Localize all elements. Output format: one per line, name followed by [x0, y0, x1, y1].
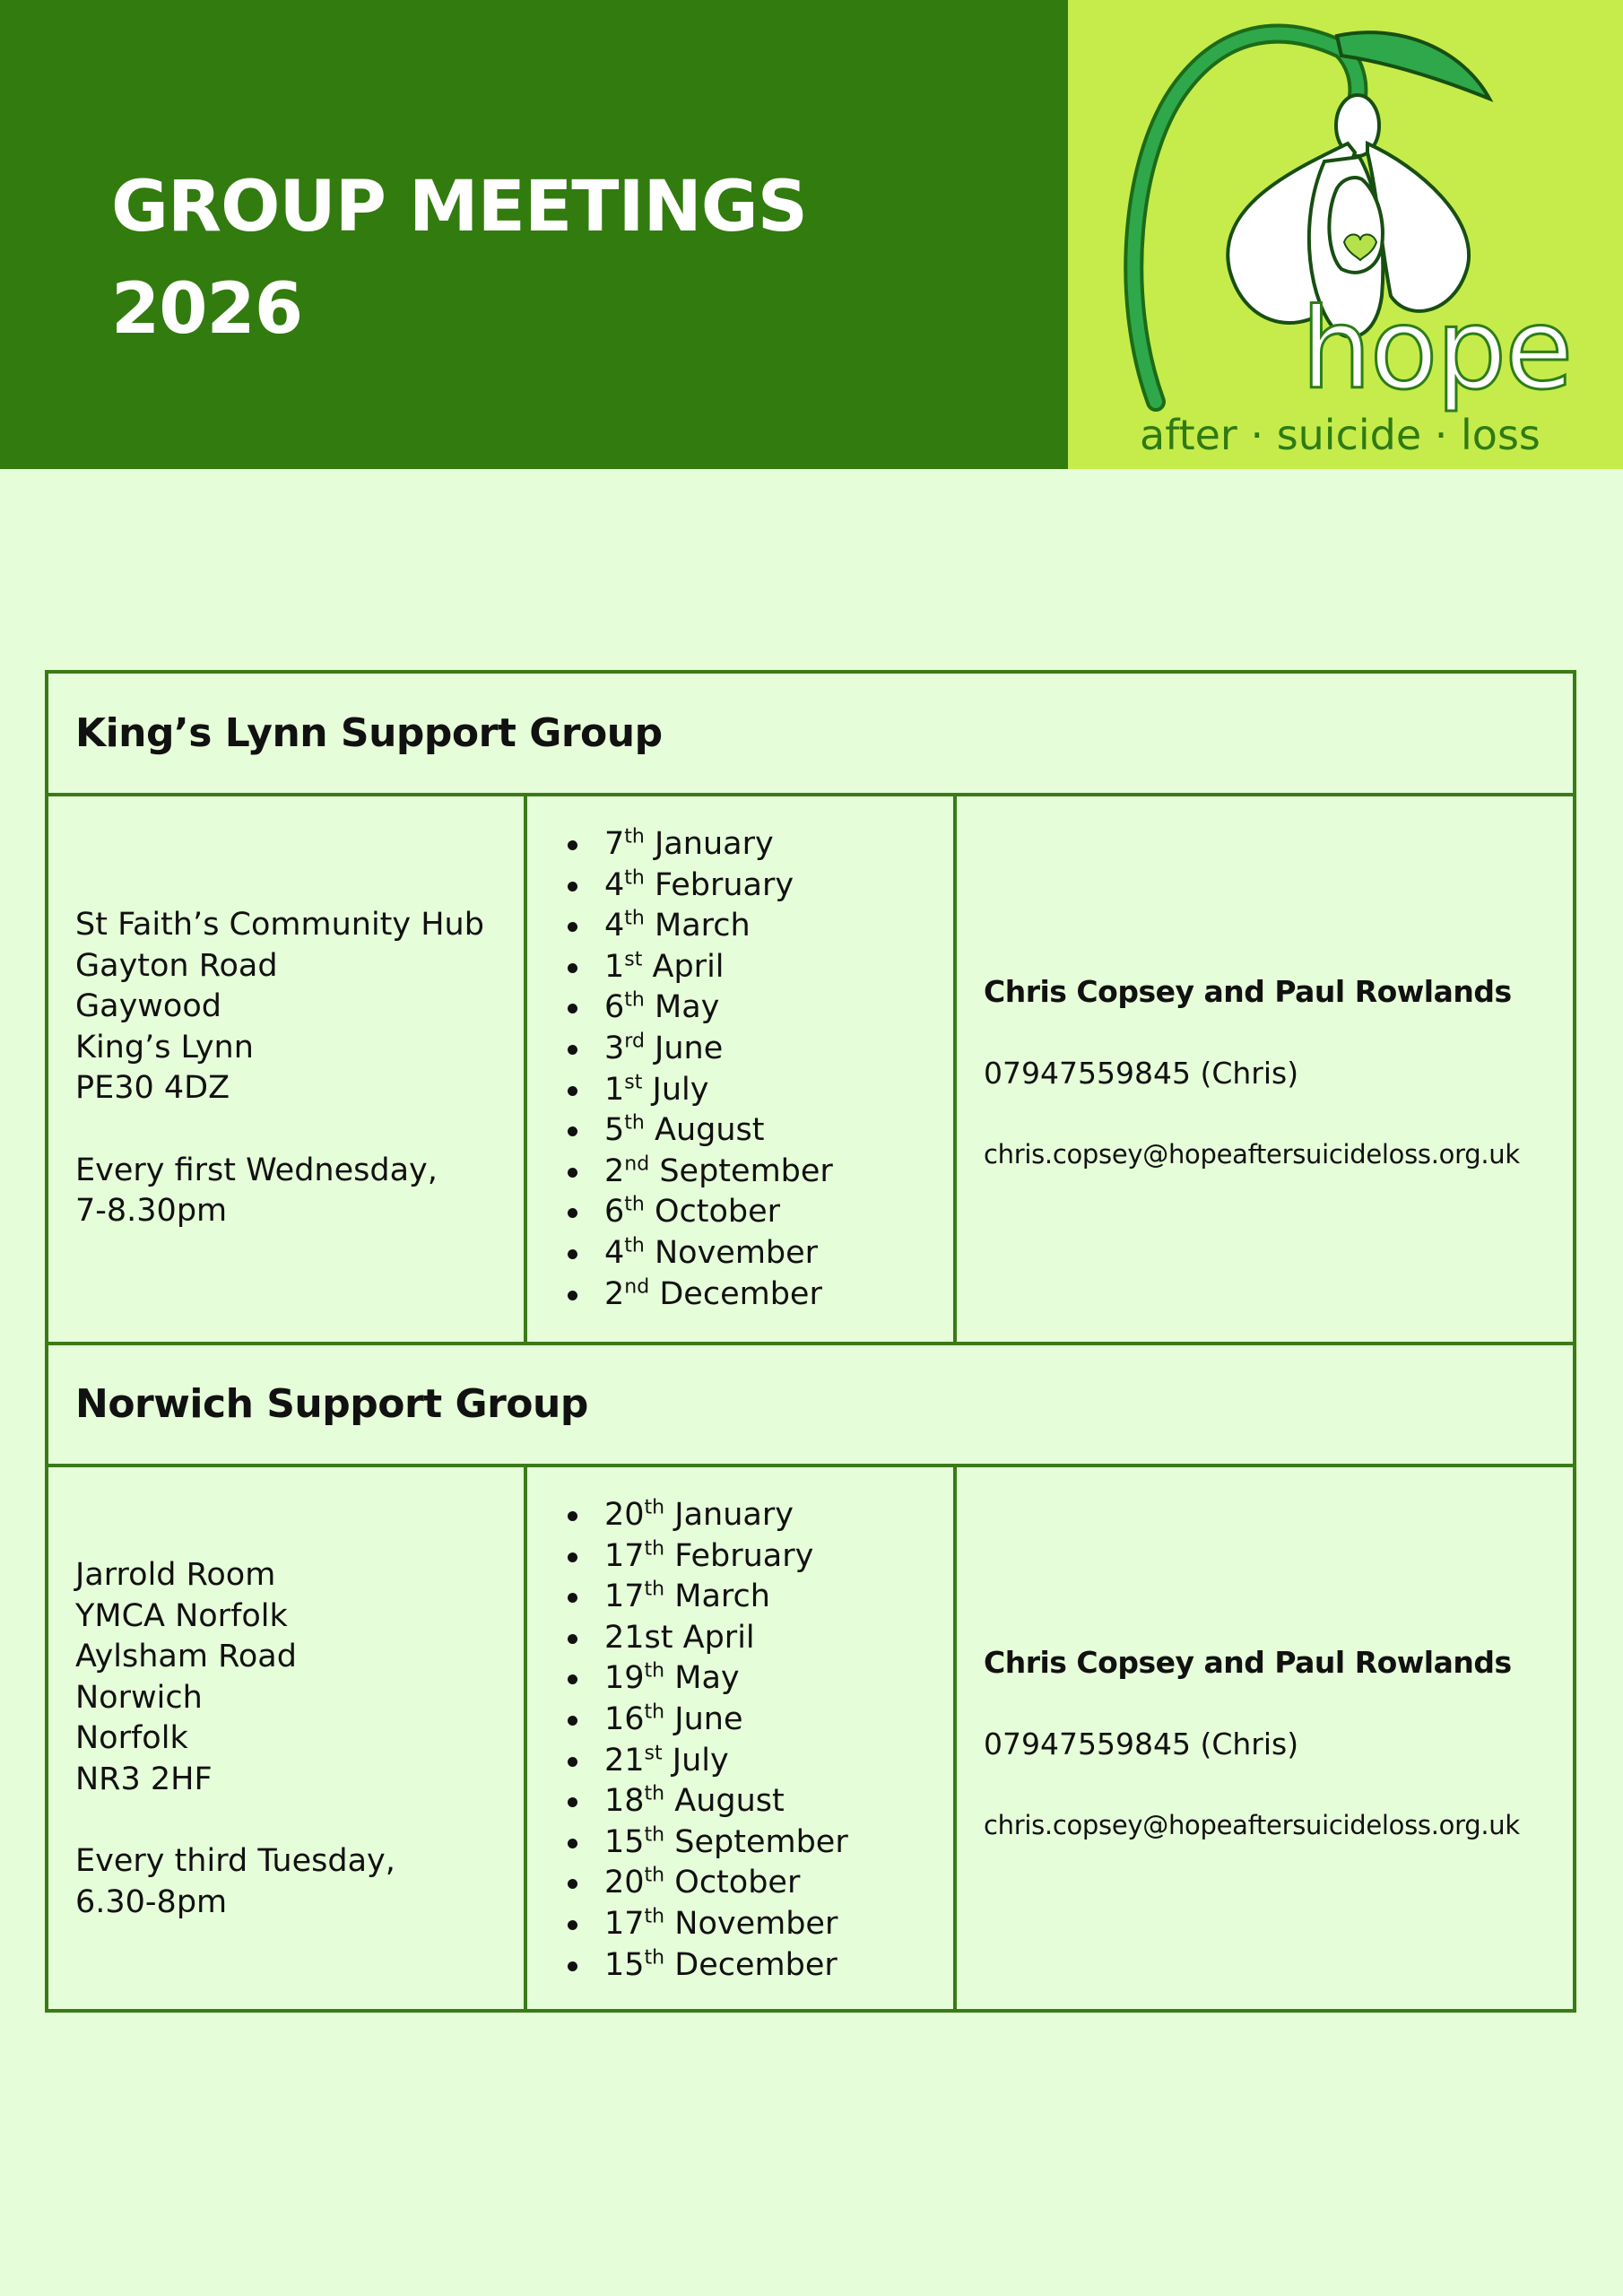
date-suffix: th: [624, 1193, 645, 1216]
contact-phone: 07947559845 (Chris): [984, 1726, 1299, 1761]
meeting-date-item: [528, 947, 833, 988]
date-month: March: [674, 1578, 770, 1615]
date-day: 1: [604, 948, 625, 985]
bullet-icon: [568, 1086, 577, 1096]
address-line: Norfolk: [75, 1720, 188, 1757]
meeting-date-item: [528, 1536, 848, 1578]
column-divider: [524, 1464, 527, 2013]
date-day: 6: [604, 989, 625, 1026]
meeting-date-item: [528, 987, 833, 1029]
bullet-icon: [568, 1593, 577, 1603]
date-suffix: th: [644, 1496, 665, 1519]
meeting-date-item: [528, 1822, 848, 1864]
meeting-date-item: [528, 1192, 833, 1233]
date-day: 20: [604, 1497, 645, 1533]
meeting-date-item: [528, 1945, 848, 1987]
date-month: July: [652, 1071, 709, 1108]
date-day: 15: [604, 1946, 645, 1983]
schedule-line: Every first Wednesday,: [75, 1152, 438, 1188]
address-line: YMCA Norfolk: [75, 1597, 288, 1634]
meeting-dates-list-kings-lynn: [528, 824, 833, 1315]
date-day: 19: [604, 1660, 645, 1697]
date-day: 2: [604, 1275, 625, 1312]
date-suffix: th: [624, 988, 645, 1012]
meeting-date-item: [528, 1741, 848, 1782]
address-line: Jarrold Room: [75, 1557, 276, 1593]
bullet-icon: [568, 1920, 577, 1930]
date-day: 4: [604, 908, 625, 944]
date-suffix: th: [644, 1945, 665, 1969]
date-suffix: nd: [624, 1274, 650, 1298]
date-month: April: [682, 1619, 755, 1656]
logo-wordmark: hope: [1301, 285, 1572, 414]
bullet-icon: [568, 1126, 577, 1136]
date-month: September: [659, 1152, 833, 1189]
date-month: June: [674, 1700, 743, 1737]
meeting-date-item: [528, 1781, 848, 1822]
date-month: May: [655, 989, 720, 1026]
date-day: 4: [604, 1234, 625, 1271]
bullet-icon: [568, 840, 577, 850]
logo-panel: [1068, 0, 1623, 469]
date-suffix: th: [624, 1234, 645, 1257]
date-day: 5: [604, 1112, 625, 1149]
date-day: 16: [604, 1700, 645, 1737]
meeting-date-item: [528, 1658, 848, 1700]
date-day: 17: [604, 1537, 645, 1574]
bullet-icon: [568, 1208, 577, 1218]
meeting-date-item: [528, 1904, 848, 1945]
date-suffix: st: [624, 1070, 643, 1093]
bullet-icon: [568, 1674, 577, 1684]
date-day: 20: [604, 1865, 645, 1901]
meeting-date-item: [528, 865, 833, 907]
bullet-icon: [568, 1168, 577, 1178]
meeting-date-item: [528, 1029, 833, 1070]
contact-email: chris.copsey@hopeaftersuicideloss.org.uk: [984, 1810, 1520, 1840]
contact-names: Chris Copsey and Paul Rowlands: [984, 974, 1512, 1009]
date-day: 6: [604, 1194, 625, 1231]
date-day: 4: [604, 866, 625, 903]
meeting-date-item: [528, 1700, 848, 1741]
date-month: February: [674, 1537, 814, 1574]
bullet-icon: [568, 1797, 577, 1807]
date-month: November: [655, 1234, 819, 1271]
date-day: 1: [604, 1071, 625, 1108]
date-suffix: th: [624, 825, 645, 848]
date-month: November: [674, 1905, 838, 1942]
date-day: 15: [604, 1823, 645, 1860]
group-title-norwich: Norwich Support Group: [75, 1381, 588, 1427]
page-title-line-2: 2026: [111, 269, 303, 350]
table-divider: [48, 793, 1573, 796]
date-month: September: [674, 1823, 848, 1860]
address-line: Gayton Road: [75, 947, 278, 984]
date-day: 17: [604, 1905, 645, 1942]
date-month: January: [655, 826, 774, 862]
date-suffix: nd: [624, 1152, 650, 1176]
address-line: Aylsham Road: [75, 1639, 297, 1675]
bullet-icon: [568, 1961, 577, 1971]
meeting-date-item: [528, 906, 833, 947]
bullet-icon: [568, 1839, 577, 1848]
address-line: St Faith’s Community Hub: [75, 907, 484, 943]
contact-phone: 07947559845 (Chris): [984, 1056, 1299, 1091]
bullet-icon: [568, 1634, 577, 1644]
contact-names: Chris Copsey and Paul Rowlands: [984, 1645, 1512, 1680]
venue-address-kings-lynn: [75, 905, 484, 1232]
date-suffix: rd: [624, 1030, 645, 1053]
bullet-icon: [568, 1291, 577, 1300]
schedule-line: 7-8.30pm: [75, 1193, 228, 1230]
date-suffix: th: [644, 1864, 665, 1887]
column-divider: [953, 793, 957, 1345]
page-title-line-1: GROUP MEETINGS: [111, 167, 807, 248]
date-month: February: [655, 866, 794, 903]
date-suffix: th: [644, 1823, 665, 1847]
address-line: Gaywood: [75, 988, 221, 1025]
column-divider: [953, 1464, 957, 2013]
bullet-icon: [568, 1757, 577, 1767]
meetings-table: [45, 670, 1576, 2013]
date-month: October: [655, 1194, 781, 1231]
bullet-icon: [568, 1879, 577, 1889]
contact-email: chris.copsey@hopeaftersuicideloss.org.uk: [984, 1139, 1520, 1170]
date-suffix: th: [644, 1700, 665, 1724]
date-month: June: [655, 1030, 724, 1066]
bullet-icon: [568, 1511, 577, 1521]
bullet-icon: [568, 963, 577, 973]
date-suffix: th: [644, 1905, 665, 1928]
bullet-icon: [568, 882, 577, 891]
bullet-icon: [568, 922, 577, 932]
venue-address-norwich: [75, 1555, 395, 1923]
address-line: Norwich: [75, 1679, 203, 1716]
address-line: NR3 2HF: [75, 1761, 213, 1797]
date-month: April: [652, 948, 725, 985]
date-month: January: [674, 1497, 794, 1533]
address-line: PE30 4DZ: [75, 1070, 230, 1107]
date-suffix: st: [644, 1741, 663, 1764]
meeting-date-item: [528, 1618, 848, 1659]
schedule-line: 6.30-8pm: [75, 1883, 228, 1920]
date-month: October: [674, 1865, 801, 1901]
meeting-date-item: [528, 1577, 848, 1618]
address-line: King’s Lynn: [75, 1029, 254, 1065]
bullet-icon: [568, 1552, 577, 1562]
date-suffix: st: [624, 948, 643, 971]
bullet-icon: [568, 1249, 577, 1259]
date-day: 18: [604, 1783, 645, 1820]
date-day: 21: [604, 1742, 645, 1779]
schedule-line: Every third Tuesday,: [75, 1843, 395, 1880]
meeting-date-item: [528, 1863, 848, 1904]
meeting-date-item: [528, 824, 833, 865]
date-suffix: th: [644, 1782, 665, 1805]
date-suffix: th: [644, 1659, 665, 1683]
date-day: 2: [604, 1152, 625, 1189]
bullet-icon: [568, 1004, 577, 1013]
meeting-date-item: [528, 1233, 833, 1274]
meeting-date-item: [528, 1110, 833, 1152]
date-suffix: th: [624, 865, 645, 889]
date-suffix: th: [624, 907, 645, 930]
date-suffix: th: [644, 1578, 665, 1601]
date-day: 17: [604, 1578, 645, 1615]
table-divider: [48, 1464, 1573, 1467]
date-month: August: [674, 1783, 785, 1820]
bullet-icon: [568, 1045, 577, 1055]
date-month: December: [659, 1275, 822, 1312]
date-suffix: th: [624, 1111, 645, 1135]
logo-tagline: after · suicide · loss: [1140, 411, 1541, 459]
date-month: July: [672, 1742, 729, 1779]
meeting-date-item: [528, 1274, 833, 1316]
meeting-date-item: [528, 1495, 848, 1536]
meeting-date-item: [528, 1070, 833, 1111]
date-month: December: [674, 1946, 838, 1983]
date-day: 3: [604, 1030, 625, 1066]
meeting-date-item: [528, 1152, 833, 1193]
column-divider: [524, 793, 527, 1345]
bullet-icon: [568, 1716, 577, 1726]
header-banner: [0, 0, 1068, 469]
date-day: 7: [604, 826, 625, 862]
date-month: March: [655, 908, 751, 944]
meeting-dates-list-norwich: [528, 1495, 848, 1986]
date-suffix: th: [644, 1536, 665, 1560]
group-title-kings-lynn: King’s Lynn Support Group: [75, 710, 663, 756]
date-month: August: [655, 1112, 765, 1149]
date-month: May: [674, 1660, 740, 1697]
date-day: 21st: [604, 1619, 673, 1656]
table-divider: [48, 1342, 1573, 1345]
